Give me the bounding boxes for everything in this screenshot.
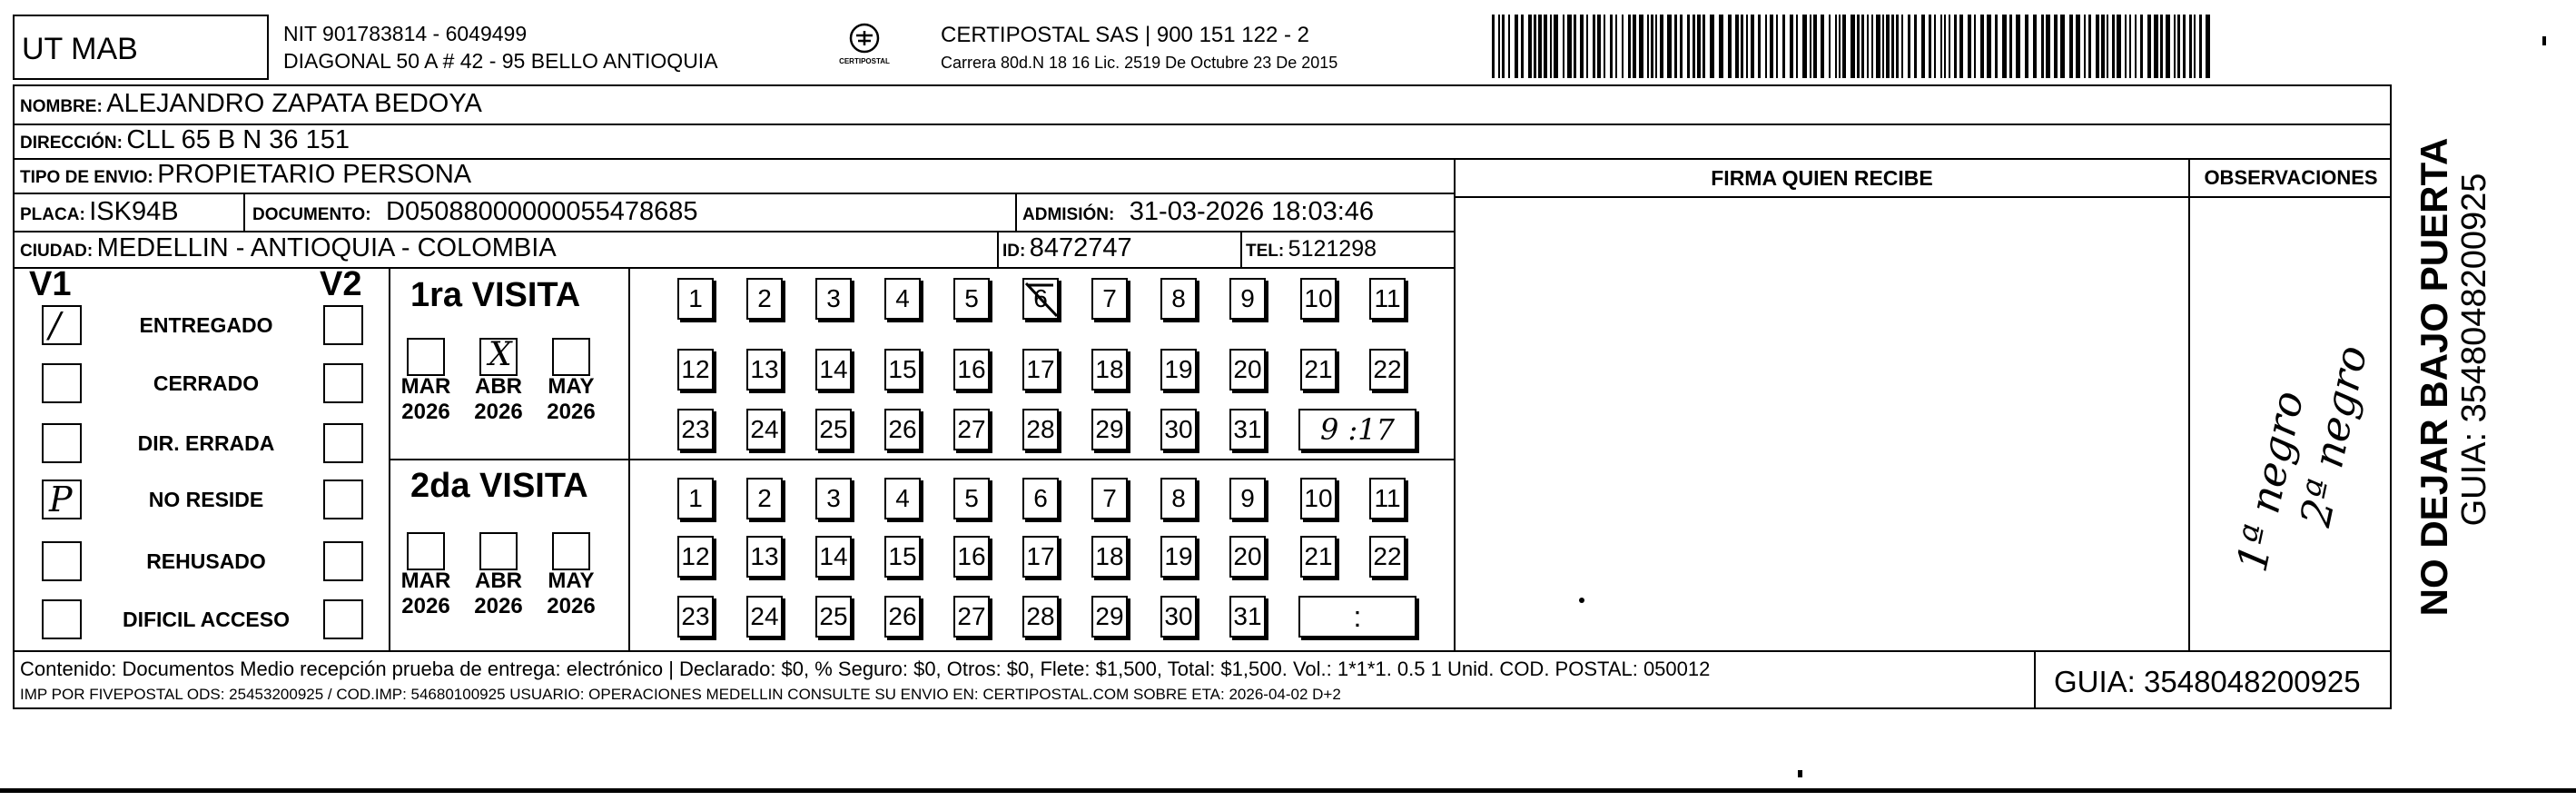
status-v1-mark: P [49, 480, 73, 519]
visit1-day-number: 8 [1171, 284, 1186, 312]
visit1-day-box[interactable] [1300, 278, 1337, 320]
admission-row [1022, 199, 1374, 225]
city-row [20, 235, 557, 262]
visit1-month-checkbox[interactable] [479, 338, 518, 376]
certipostal-logo-text: CERTIPOSTAL [839, 57, 890, 65]
visit1-month-year: 2026 [474, 400, 523, 424]
visit2-day-box[interactable] [815, 596, 852, 638]
visit2-day-number: 3 [826, 484, 841, 512]
visit1-day-box[interactable] [1091, 278, 1128, 320]
visit2-day-number: 20 [1233, 542, 1262, 570]
visit2-day-number: 9 [1240, 484, 1255, 512]
scan-speck [2542, 36, 2546, 45]
visit1-day-number: 31 [1233, 415, 1262, 443]
visit1-day-box[interactable] [953, 409, 990, 450]
visit1-day-number: 20 [1233, 355, 1262, 383]
visit2-day-number: 11 [1374, 484, 1401, 512]
visit2-day-box[interactable] [1091, 478, 1128, 519]
visit1-title: 1ra VISITA [410, 276, 581, 314]
visit2-day-box[interactable] [1369, 478, 1406, 519]
visit2-day-box[interactable] [746, 596, 783, 638]
visit2-day-box[interactable] [677, 478, 714, 519]
status-label: DIFICIL ACCESO [122, 608, 290, 631]
observations-note-2: 2ª negro [2290, 341, 2377, 531]
visit2-day-box[interactable] [1022, 536, 1059, 578]
shipment-type-row [20, 162, 471, 188]
visit2-month-year: 2026 [547, 594, 596, 618]
visit2-day-number: 23 [681, 602, 710, 630]
visit2-day-box[interactable] [1300, 478, 1337, 519]
divider-signature [1454, 158, 1456, 650]
visit2-day-box[interactable] [1160, 596, 1197, 638]
visit1-day-number: 19 [1164, 355, 1193, 383]
visit2-day-box[interactable] [1229, 478, 1266, 519]
courier-name: CERTIPOSTAL SAS | 900 151 122 - 2 [941, 23, 1309, 47]
certipostal-logo-icon [828, 20, 901, 74]
shipment-type: PROPIETARIO PERSONA [157, 160, 472, 189]
visit2-day-number: 19 [1164, 542, 1193, 570]
sender-address: DIAGONAL 50 A # 42 - 95 BELLO ANTIOQUIA [283, 49, 718, 73]
visit2-month-year: 2026 [474, 594, 523, 618]
visit1-month-year: 2026 [401, 400, 450, 424]
plate-row [20, 199, 179, 225]
line-after-plate [13, 231, 1456, 232]
visit1-month-label [541, 374, 601, 425]
visit1-day-box[interactable] [677, 278, 714, 320]
status-v1-checkbox[interactable] [42, 305, 82, 345]
status-v2-checkbox[interactable] [323, 305, 363, 345]
signature-speck [1579, 598, 1584, 603]
visit2-day-number: 5 [964, 484, 979, 512]
visit2-day-box[interactable] [815, 536, 852, 578]
visit1-day-number: 21 [1304, 355, 1333, 383]
status-label: DIR. ERRADA [137, 431, 275, 455]
visit1-day-number: 15 [888, 355, 917, 383]
visit2-month-checkbox[interactable] [552, 532, 590, 570]
visit1-day-number: 10 [1304, 284, 1333, 312]
divider-id-tel [1240, 231, 1242, 267]
visit1-month-label [469, 374, 528, 425]
visit2-day-box[interactable] [953, 536, 990, 578]
status-v1-mark: / [49, 305, 61, 345]
visit2-month-name: MAR [400, 569, 451, 593]
id-label: ID: [1002, 242, 1026, 261]
visit1-day-box[interactable] [1160, 349, 1197, 391]
visit1-day-number: 14 [819, 355, 848, 383]
visit2-time-value: : [1353, 599, 1362, 633]
status-v2-checkbox[interactable] [323, 423, 363, 463]
visit2-day-number: 30 [1164, 602, 1193, 630]
visit2-month-year: 2026 [401, 594, 450, 618]
visit1-day-box[interactable] [1160, 409, 1197, 450]
status-label: CERRADO [153, 371, 260, 395]
company-name: UT MAB [22, 32, 138, 66]
visit2-month-name: MAY [548, 569, 595, 593]
document-label: DOCUMENTO: [252, 205, 371, 224]
visit1-day-number: 29 [1095, 415, 1124, 443]
status-v2-checkbox[interactable] [323, 363, 363, 403]
status-v1-checkbox[interactable] [42, 480, 82, 519]
visit1-day-box[interactable] [1022, 409, 1059, 450]
visit2-day-number: 29 [1095, 602, 1124, 630]
visit1-day-number: 11 [1374, 284, 1401, 312]
visit2-title: 2da VISITA [410, 467, 588, 505]
visit1-day-box[interactable] [746, 409, 783, 450]
status-v1-checkbox[interactable] [42, 599, 82, 639]
visit1-month-checkbox[interactable] [407, 338, 445, 376]
visit2-day-number: 10 [1304, 484, 1333, 512]
plate-value: ISK94B [89, 197, 179, 226]
visit1-day-number: 26 [888, 415, 917, 443]
visit1-day-number: 9 [1240, 284, 1255, 312]
visit1-day-number: 23 [681, 415, 710, 443]
visit1-day-box[interactable] [815, 349, 852, 391]
observations-label: OBSERVACIONES [2204, 166, 2378, 189]
visit1-day-number: 17 [1026, 355, 1055, 383]
visit2-day-box[interactable] [746, 478, 783, 519]
divider-visit1-visit2 [389, 459, 1454, 460]
visit1-day-box[interactable] [677, 409, 714, 450]
visit1-day-number: 7 [1102, 284, 1117, 312]
visit2-day-number: 6 [1033, 484, 1048, 512]
visit1-day-box[interactable] [1300, 349, 1337, 391]
visit2-day-box[interactable] [1229, 536, 1266, 578]
status-v2-checkbox[interactable] [323, 599, 363, 639]
admission-value: 31-03-2026 18:03:46 [1129, 197, 1375, 226]
tel-label: TEL: [1246, 242, 1285, 261]
city-label: CIUDAD: [20, 242, 94, 261]
visit2-day-box[interactable] [1160, 536, 1197, 578]
visit2-day-number: 15 [888, 542, 917, 570]
visit2-day-box[interactable] [1091, 536, 1128, 578]
visit2-day-box[interactable] [1369, 536, 1406, 578]
divider-document-admission [1015, 193, 1017, 231]
visit1-month-name: MAR [400, 374, 451, 399]
visit2-month-checkbox[interactable] [479, 532, 518, 570]
v1-label: V1 [29, 265, 72, 303]
visit1-month-name: ABR [475, 374, 522, 399]
visit1-day-box[interactable] [1091, 349, 1128, 391]
visit1-day-number: 30 [1164, 415, 1193, 443]
line-right-header [1456, 196, 2392, 198]
visit1-day-box[interactable] [1229, 409, 1266, 450]
visit2-day-number: 7 [1102, 484, 1117, 512]
visit2-day-box[interactable] [1160, 478, 1197, 519]
certipostal-logo [828, 20, 901, 74]
visit1-day-mark [1022, 278, 1059, 320]
visit2-day-number: 18 [1095, 542, 1124, 570]
id-row [1002, 235, 1132, 262]
visit2-day-number: 12 [681, 542, 710, 570]
signature-label: FIRMA QUIEN RECIBE [1711, 166, 1933, 190]
status-label: REHUSADO [146, 549, 266, 573]
visit1-day-box[interactable] [953, 349, 990, 391]
visit1-day-number: 5 [964, 284, 979, 312]
status-label: NO RESIDE [148, 488, 264, 511]
visit2-month-checkbox[interactable] [407, 532, 445, 570]
visit1-day-box[interactable] [1022, 278, 1059, 320]
visit2-day-number: 8 [1171, 484, 1186, 512]
visit2-month-label [541, 569, 601, 619]
status-label: ENTREGADO [139, 313, 273, 337]
visit2-day-number: 25 [819, 602, 848, 630]
observations-note-1: 1ª negro [2226, 386, 2314, 577]
visit1-month-mark: X [489, 336, 512, 373]
visit1-day-box[interactable] [815, 278, 852, 320]
visit1-time-value: 9 :17 [1319, 412, 1396, 447]
visit2-day-number: 21 [1304, 542, 1333, 570]
visit1-day-box[interactable] [1229, 278, 1266, 320]
visit2-day-box[interactable] [1229, 596, 1266, 638]
footer-content-line: Contenido: Documentos Medio recepción prueba de entrega: electrónico | Declarado: $0, % Seguro: $0, Otros: $0, Flete: $1,500, Total: $1,500. Vol.: 1*1*1. 0.5 1 Unid. COD. POSTAL: 050012 [20, 658, 1711, 680]
divider-observations [2188, 158, 2190, 650]
visit2-day-number: 1 [688, 484, 703, 512]
name-label: NOMBRE: [20, 97, 103, 116]
visit2-day-box[interactable] [953, 478, 990, 519]
visit1-day-number: 24 [750, 415, 779, 443]
visit1-day-number: 28 [1026, 415, 1055, 443]
visit1-day-number: 1 [688, 284, 703, 312]
visit2-day-box[interactable] [953, 596, 990, 638]
visit1-month-name: MAY [548, 374, 595, 399]
status-v1-checkbox[interactable] [42, 423, 82, 463]
visit1-day-number: 12 [681, 355, 710, 383]
bottom-speck [1798, 770, 1802, 777]
visit1-day-box[interactable] [884, 409, 921, 450]
visit1-day-box[interactable] [1369, 349, 1406, 391]
visit1-day-box[interactable] [815, 409, 852, 450]
signature-area[interactable] [1457, 200, 2186, 648]
visit2-day-number: 14 [819, 542, 848, 570]
v2-label: V2 [320, 265, 362, 303]
visit2-day-number: 31 [1233, 602, 1262, 630]
line-after-type [13, 193, 1456, 194]
sender-nit: NIT 901783814 - 6049499 [283, 22, 528, 45]
visit2-day-number: 4 [895, 484, 910, 512]
side-warning: NO DEJAR BAJO PUERTA [2413, 137, 2455, 617]
visit1-day-box[interactable] [953, 278, 990, 320]
footer-imp-line: IMP POR FIVEPOSTAL ODS: 25453200925 / COD.IMP: 54680100925 USUARIO: OPERACIONES MEDELLIN CONSULTE SU ENVIO EN: CERTIPOSTAL.COM SOBRE ETA: 2026-04-02 D+2 [20, 686, 1341, 703]
visit2-day-box[interactable] [1022, 478, 1059, 519]
visit1-day-box[interactable] [677, 349, 714, 391]
visit1-day-number: 27 [957, 415, 986, 443]
visit2-day-number: 13 [750, 542, 779, 570]
visit1-day-number: 6 [1033, 284, 1048, 312]
line-after-city [13, 267, 1456, 269]
recipient-address: CLL 65 B N 36 151 [126, 125, 350, 154]
visit2-day-box[interactable] [1091, 596, 1128, 638]
address-row [20, 127, 350, 153]
visit2-day-number: 26 [888, 602, 917, 630]
id-value: 8472747 [1029, 233, 1132, 262]
visit2-day-box[interactable] [884, 478, 921, 519]
visit2-day-box[interactable] [1022, 596, 1059, 638]
visit1-month-checkbox[interactable] [552, 338, 590, 376]
line-after-name [13, 124, 2392, 125]
visit2-day-box[interactable] [1300, 536, 1337, 578]
visit1-day-number: 25 [819, 415, 848, 443]
shipment-type-label: TIPO DE ENVIO: [20, 168, 153, 187]
visit1-day-box[interactable] [746, 349, 783, 391]
visit1-day-number: 18 [1095, 355, 1124, 383]
address-label: DIRECCIÓN: [20, 134, 123, 153]
visit2-day-number: 24 [750, 602, 779, 630]
visit1-day-number: 13 [750, 355, 779, 383]
page-bottom-rule [0, 788, 2576, 793]
divider-city-id [997, 231, 999, 267]
status-v1-checkbox[interactable] [42, 363, 82, 403]
visit2-day-box[interactable] [677, 596, 714, 638]
visit2-day-number: 27 [957, 602, 986, 630]
visit1-day-box[interactable] [1091, 409, 1128, 450]
visit1-day-box[interactable] [1022, 349, 1059, 391]
visit2-day-box[interactable] [677, 536, 714, 578]
courier-license: Carrera 80d.N 18 16 Lic. 2519 De Octubre 23 De 2015 [941, 54, 1338, 72]
plate-label: PLACA: [20, 205, 85, 224]
status-v1-checkbox[interactable] [42, 541, 82, 581]
admission-label: ADMISIÓN: [1022, 205, 1115, 224]
status-v2-checkbox[interactable] [323, 541, 363, 581]
name-row [20, 91, 482, 117]
visit2-time-box[interactable] [1298, 596, 1416, 638]
visit2-day-box[interactable] [884, 596, 921, 638]
visit1-day-box[interactable] [884, 349, 921, 391]
recipient-name: ALEJANDRO ZAPATA BEDOYA [106, 89, 482, 118]
visit1-day-number: 16 [957, 355, 986, 383]
tel-row [1246, 238, 1377, 261]
visit1-day-box[interactable] [1229, 349, 1266, 391]
visit2-day-number: 2 [757, 484, 772, 512]
city-value: MEDELLIN - ANTIOQUIA - COLOMBIA [96, 233, 557, 262]
visit1-month-label [396, 374, 456, 425]
barcode [1492, 15, 2213, 78]
visit2-day-number: 22 [1373, 542, 1402, 570]
document-row [252, 199, 698, 225]
visit1-day-box[interactable] [1369, 278, 1406, 320]
visit2-day-box[interactable] [746, 536, 783, 578]
visit2-day-number: 16 [957, 542, 986, 570]
visit2-day-box[interactable] [884, 536, 921, 578]
visit2-month-label [396, 569, 456, 619]
visit2-month-label [469, 569, 528, 619]
visit2-day-box[interactable] [815, 478, 852, 519]
visit1-day-number: 3 [826, 284, 841, 312]
document-value: D05088000000055478685 [386, 197, 698, 226]
footer-guide: GUIA: 3548048200925 [2054, 665, 2361, 698]
side-guide: GUIA: 3548048200925 [2455, 173, 2493, 527]
divider-plate-document [243, 193, 245, 231]
visit1-day-box[interactable] [1160, 278, 1197, 320]
tel-value: 5121298 [1288, 236, 1377, 262]
visit2-day-number: 17 [1026, 542, 1055, 570]
status-v2-checkbox[interactable] [323, 480, 363, 519]
visit2-month-name: ABR [475, 569, 522, 593]
visit2-day-number: 28 [1026, 602, 1055, 630]
visit1-day-number: 22 [1373, 355, 1402, 383]
visit1-time-box[interactable] [1298, 409, 1416, 450]
divider-footer-guide [2034, 650, 2036, 709]
visit1-day-box[interactable] [884, 278, 921, 320]
visit1-day-number: 2 [757, 284, 772, 312]
visit1-month-year: 2026 [547, 400, 596, 424]
visit1-day-number: 4 [895, 284, 910, 312]
visit1-day-box[interactable] [746, 278, 783, 320]
